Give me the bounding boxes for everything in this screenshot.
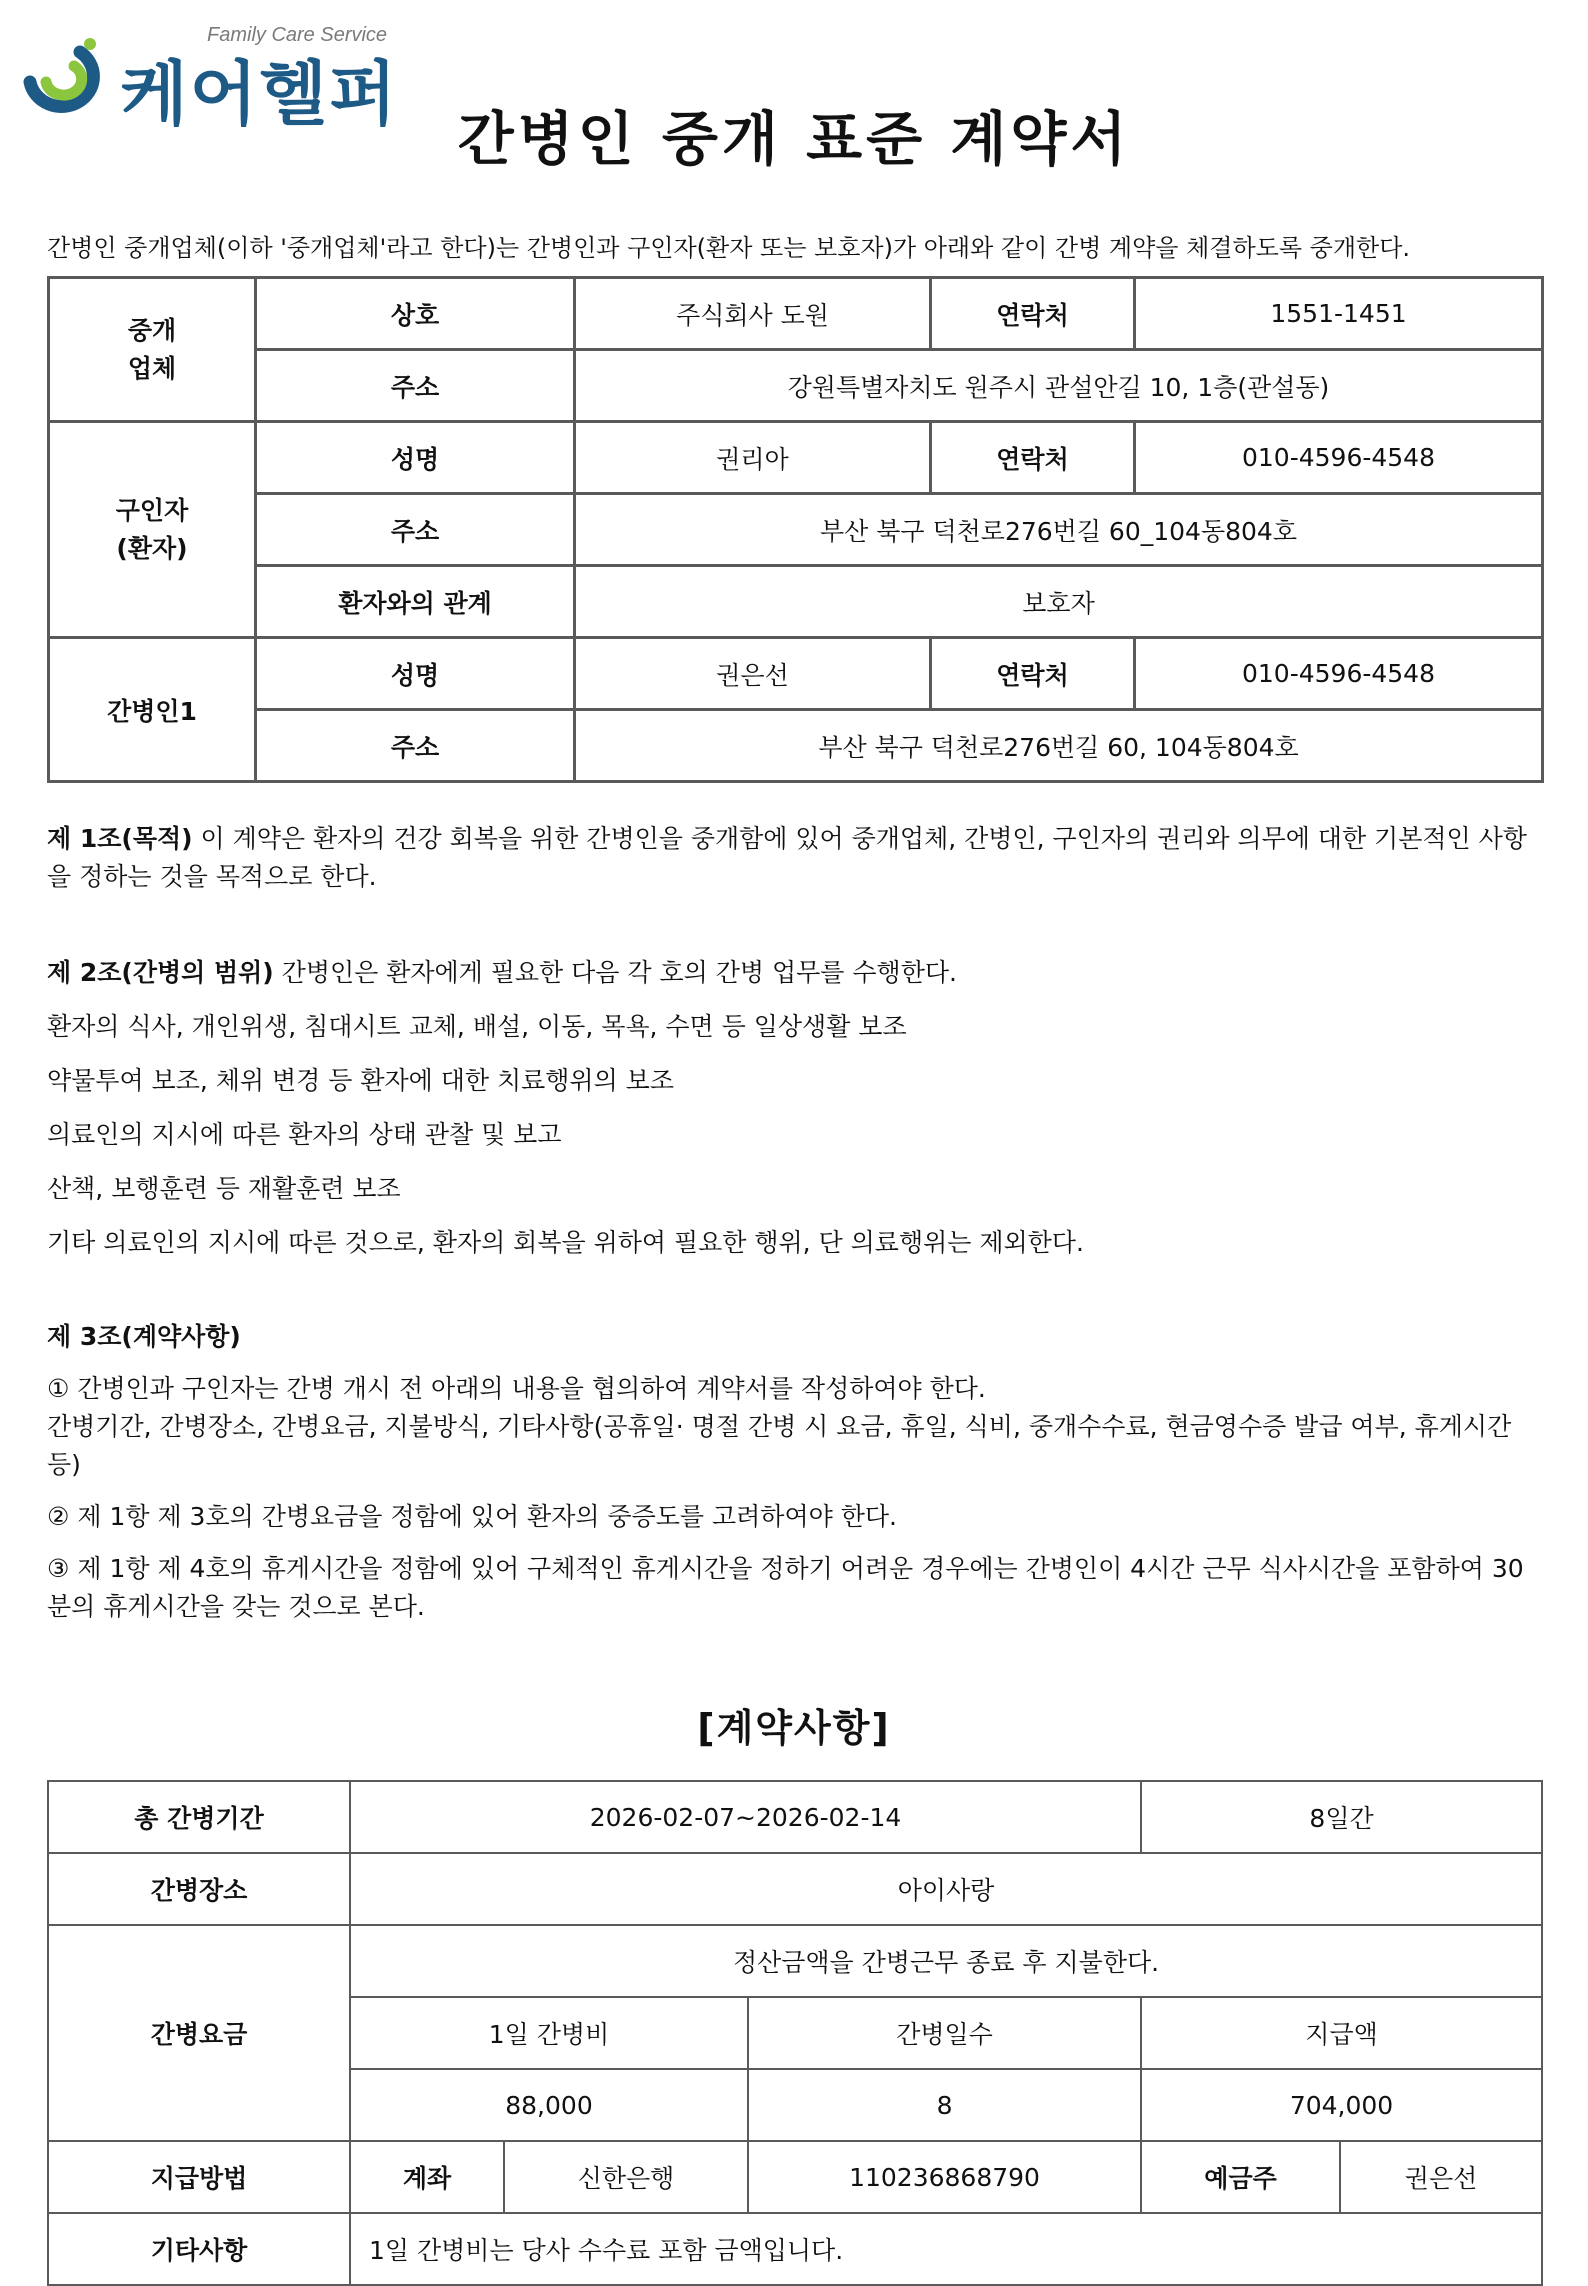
other-value: 1일 간병비는 당사 수수료 포함 금액입니다. [350, 2213, 1542, 2285]
clause-3-sub-1-detail: 간병기간, 간병장소, 간병요금, 지불방식, 기타사항(공휴일· 명절 간병 시 요금, 휴일, 식비, 중개수수료, 현금영수증 발급 여부, 휴게시간 등) [47, 1412, 1512, 1479]
clause-2-body: 간병인은 환자에게 필요한 다음 각 호의 간병 업무를 수행한다. [273, 958, 957, 987]
clause-2-title: 제 2조(간병의 범위) [47, 958, 274, 987]
broker-group-label: 중개 업체 [49, 278, 256, 422]
broker-contact: 1551-1451 [1135, 278, 1543, 350]
holder-name: 권은선 [1340, 2141, 1542, 2213]
caregiver-name-label: 성명 [256, 638, 575, 710]
caregiver-address-label: 주소 [256, 710, 575, 782]
bank-name: 신한은행 [504, 2141, 748, 2213]
total-label: 지급액 [1141, 1997, 1542, 2069]
place-value: 아이사랑 [350, 1853, 1542, 1925]
broker-address: 강원특별자치도 원주시 관설안길 10, 1층(관설동) [575, 350, 1543, 422]
table-row [48, 2213, 1542, 2285]
intro-text: 간병인 중개업체(이하 '중개업체'라고 한다)는 간병인과 구인자(환자 또는 보호자)가 아래와 같이 간병 계약을 체결하도록 중개한다. [47, 234, 1411, 262]
fee-label: 간병요금 [48, 1925, 350, 2141]
caregiver-group-label: 간병인1 [49, 638, 256, 782]
clause-1-body: 이 계약은 환자의 건강 회복을 위한 간병인을 중개함에 있어 중개업체, 간병인, 구인자의 권리와 의무에 대한 기본적인 사항을 정하는 것을 목적으로 한다. [47, 824, 1527, 891]
account-label: 계좌 [350, 2141, 504, 2213]
client-address: 부산 북구 덕천로276번길 60_104동804호 [575, 494, 1543, 566]
broker-contact-label: 연락처 [931, 278, 1135, 350]
logo-tagline: Family Care Service [207, 24, 388, 46]
client-name: 권리아 [575, 422, 931, 494]
client-group-label: 구인자 (환자) [49, 422, 256, 638]
clause-3-title: 제 3조(계약사항) [47, 1322, 241, 1351]
payment-label: 지급방법 [48, 2141, 350, 2213]
other-label: 기타사항 [48, 2213, 350, 2285]
document-title: 간병인 중개 표준 계약서 [457, 105, 1131, 173]
table-row [48, 1853, 1542, 1925]
days-label: 간병일수 [748, 1997, 1141, 2069]
account-number: 110236868790 [748, 2141, 1141, 2213]
contract-section-heading: [계약사항] [697, 1706, 891, 1750]
clause-3-items [47, 1370, 1547, 1626]
table-row [49, 566, 1543, 638]
table-row [49, 278, 1543, 350]
table-row [49, 422, 1543, 494]
contract-table [47, 1780, 1543, 2286]
client-address-label: 주소 [256, 494, 575, 566]
daily-fee-value: 88,000 [350, 2069, 748, 2141]
place-label: 간병장소 [48, 1853, 350, 1925]
period-value: 2026-02-07~2026-02-14 [350, 1781, 1141, 1853]
client-contact-label: 연락처 [931, 422, 1135, 494]
period-label: 총 간병기간 [48, 1781, 350, 1853]
table-row [49, 494, 1543, 566]
broker-name-label: 상호 [256, 278, 575, 350]
list-item: 기타 의료인의 지시에 따른 것으로, 환자의 회복을 위하여 필요한 행위, 단 의료행위는 제외한다. [47, 1228, 1084, 1257]
daily-fee-label: 1일 간병비 [350, 1997, 748, 2069]
total-value: 704,000 [1141, 2069, 1542, 2141]
caregiver-contact: 010-4596-4548 [1135, 638, 1543, 710]
clause-1 [47, 820, 1547, 896]
table-row [48, 2141, 1542, 2213]
clause-3-sub-3: ③ 제 1항 제 4호의 휴게시간을 정함에 있어 구체적인 휴게시간을 정하기 어려운 경우에는 간병인이 4시간 근무 식사시간을 포함하여 30분의 휴게시간을 갖는 것으로 본다. [47, 1554, 1524, 1621]
table-row [48, 1925, 1542, 1997]
days-value: 8 [748, 2069, 1141, 2141]
clause-2 [47, 954, 1547, 1262]
list-item: 환자의 식사, 개인위생, 침대시트 교체, 배설, 이동, 목욕, 수면 등 일상생활 보조 [47, 1012, 907, 1041]
caregiver-name: 권은선 [575, 638, 931, 710]
period-days: 8일간 [1141, 1781, 1542, 1853]
client-relation: 보호자 [575, 566, 1543, 638]
fee-note: 정산금액을 간병근무 종료 후 지불한다. [350, 1925, 1542, 1997]
clause-2-items [47, 1008, 1547, 1262]
list-item: 산책, 보행훈련 등 재활훈련 보조 [47, 1174, 401, 1203]
list-item: 의료인의 지시에 따른 환자의 상태 관찰 및 보고 [47, 1120, 562, 1149]
clause-3-sub-2: ② 제 1항 제 3호의 간병요금을 정함에 있어 환자의 중증도를 고려하여야 한다. [47, 1502, 897, 1531]
client-name-label: 성명 [256, 422, 575, 494]
clauses-section [47, 820, 1547, 1626]
table-row [49, 638, 1543, 710]
client-relation-label: 환자와의 관계 [256, 566, 575, 638]
client-contact: 010-4596-4548 [1135, 422, 1543, 494]
broker-name: 주식회사 도원 [575, 278, 931, 350]
holder-label: 예금주 [1141, 2141, 1340, 2213]
list-item: 약물투여 보조, 체위 변경 등 환자에 대한 치료행위의 보조 [47, 1066, 674, 1095]
table-row [48, 1781, 1542, 1853]
table-row [49, 350, 1543, 422]
clause-1-title: 제 1조(목적) [47, 824, 193, 853]
caregiver-contact-label: 연락처 [931, 638, 1135, 710]
logo-brand: 케어헬퍼 [120, 53, 399, 135]
caregiver-address: 부산 북구 덕천로276번길 60, 104동804호 [575, 710, 1543, 782]
parties-table [47, 276, 1544, 783]
broker-address-label: 주소 [256, 350, 575, 422]
clause-3 [47, 1318, 1547, 1626]
table-row [49, 710, 1543, 782]
clause-3-sub-1: ① 간병인과 구인자는 간병 개시 전 아래의 내용을 협의하여 계약서를 작성하여야 한다. [47, 1374, 986, 1403]
